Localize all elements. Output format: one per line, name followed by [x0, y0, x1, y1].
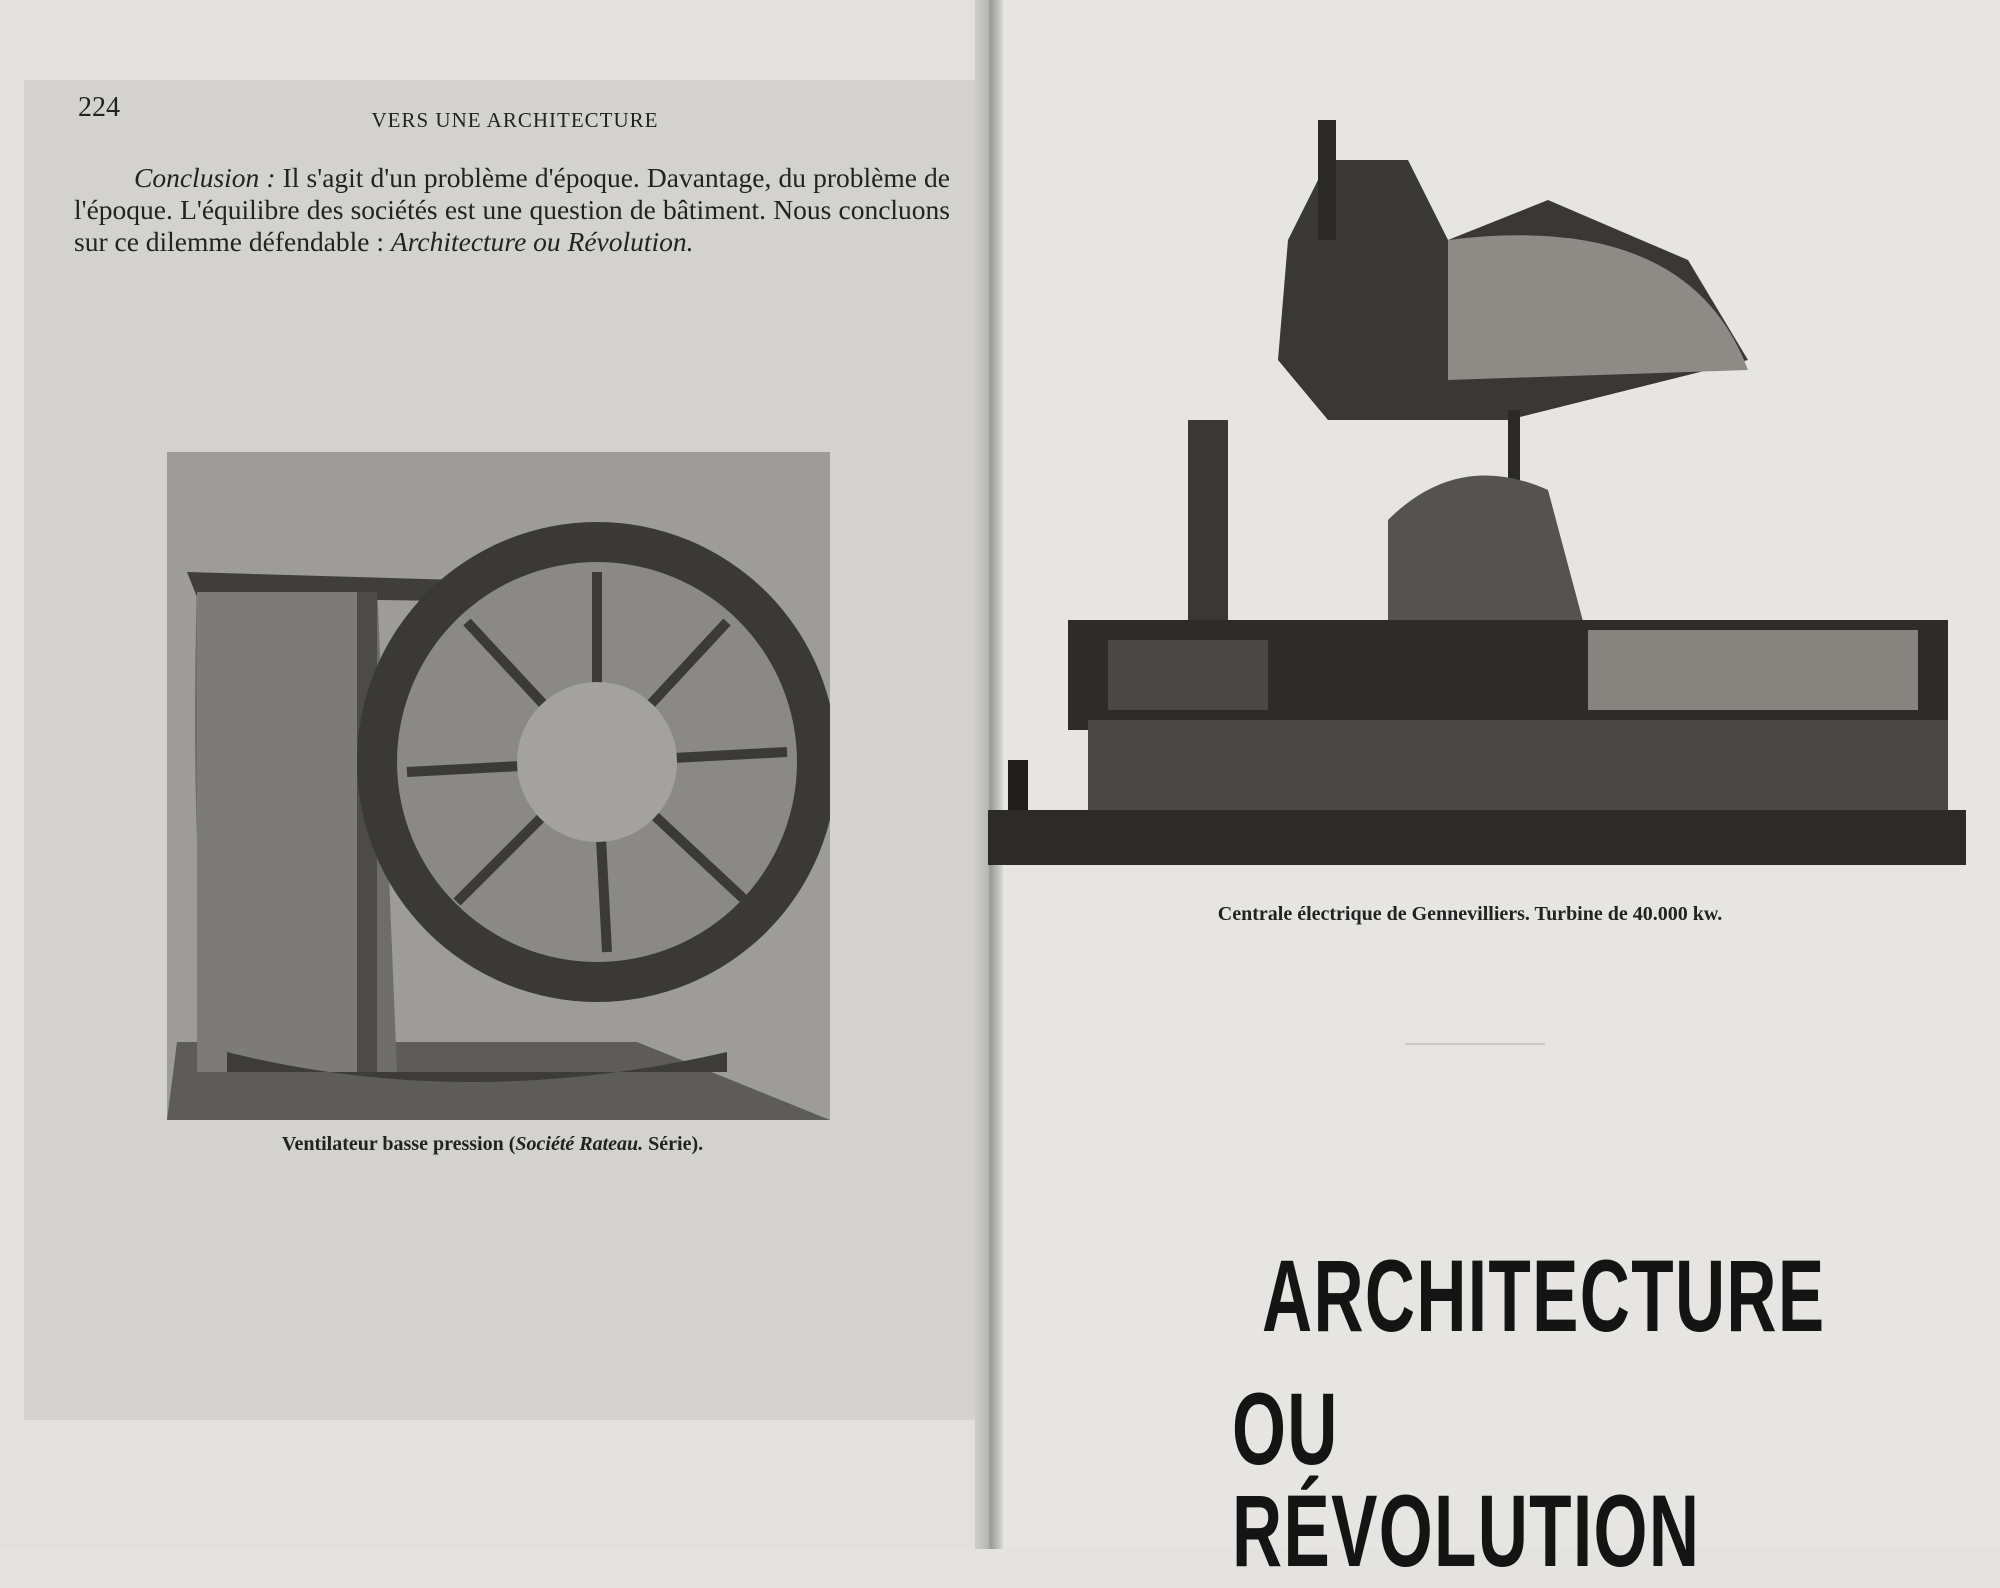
conclusion-paragraph: [74, 162, 950, 258]
paragraph-emphasis: Architecture ou Révolution.: [390, 226, 694, 257]
paragraph-lead: Conclusion :: [134, 162, 276, 193]
title-architecture: ARCHITECTURE: [1262, 1239, 1826, 1353]
fan-caption: [0, 1133, 985, 1156]
page-number: 224: [78, 92, 120, 123]
turbine-caption: Centrale électrique de Gennevilliers. Turbine de 40.000 kw.: [1217, 903, 1723, 925]
caption-suffix: Série).: [643, 1133, 704, 1155]
turbine-photo: [988, 120, 1966, 865]
caption-italic: Société Rateau.: [515, 1133, 644, 1155]
running-head: VERS UNE ARCHITECTURE: [371, 108, 659, 132]
title-ou-revolution: OU RÉVOLUTION: [1232, 1372, 1701, 1588]
fan-photo: [167, 452, 830, 1120]
paragraph-body: Il s'agit d'un problème d'époque. Davantage, du problème de l'époque. L'équilibre des sociétés est une question de bâtiment. Nous concluons sur ce dilemme défendable :: [74, 162, 950, 257]
section-rule: [1405, 1043, 1545, 1045]
caption-prefix: Ventilateur basse pression (: [281, 1133, 516, 1155]
